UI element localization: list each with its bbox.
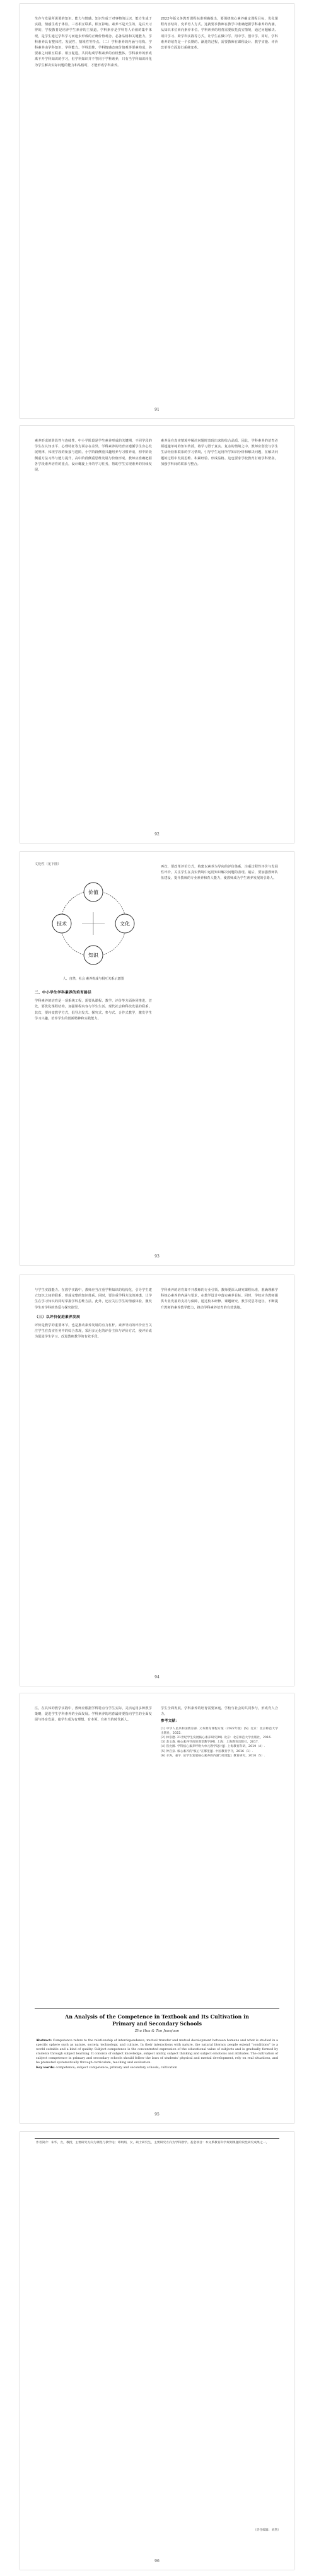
editor-credit: （责任编辑：刘然）: [253, 2529, 281, 2532]
page4-left-text-2: 评价是教学的重要环节，也是推动素养发展的有力杠杆。素养导向的评价应当关注学生在真实任务中的综合表现，采用多元化的评价主体与评价方式，使评价成为促进学生学习、改进教师教学的有效手段。: [35, 1324, 152, 1339]
reference-item: [1] 中华人民共和国教育部. 义务教育课程方案（2022年版）[S]. 北京：北京师范大学出版社，2022.: [161, 1727, 278, 1735]
reference-item: [6] 辛涛，姜宇. 论学生发展核心素养的内涵与框架[J]. 教育研究，2016（5）.: [161, 1754, 265, 1758]
page2-left-column: 素养形成的阶段性与连续性。中小学阶段是学生素养形成的关键期，不同学段的学生在认知水平、心理特征等方面存在差异，学科素养的培育应遵循学生身心发展规律，体现学段的衔接与进阶。小学阶段侧重兴趣培养与习惯养成，初中阶段侧重方法习得与能力提升，高中阶段侧重思维发展与价值形成。教师应准确把握各学段素养培育的重点，设计螺旋上升的学习任务，帮助学生实现素养的持续发展。: [35, 439, 152, 472]
document-page-6: [20, 2132, 294, 2570]
document-page-3: [20, 852, 294, 1265]
reference-item: [4] 崔允漷. 学科核心素养呼唤大单元教学设计[J]. 上海教育科研，2019（4）.: [161, 1745, 265, 1749]
author-note: 作者简介：朱华，女，教授，主要研究方向为课程与教学论；谭娟娟，女，硕士研究生，主要研究方向为学科教学。基金项目：本文系教育科学规划课题阶段性研究成果之一。: [36, 2141, 269, 2144]
node-label-knowledge: 知识: [88, 953, 98, 958]
page3-right-column: 再次，要改革评价方式，构建以素养为导向的评价体系，注重过程性评价与发展性评价，关注学生在真实情境中运用知识解决问题的表现。最后，要加强教师队伍建设，提升教师的专业素养和育人能力，使教师成为学生素养发展的引路人。: [161, 865, 278, 881]
reference-item: [3] 余文森. 核心素养导向的课堂教学[M]. 上海：上海教育出版社，2017.: [161, 1741, 259, 1744]
page1-left-column: 生存与发展所需要的知识、能力与情感。知识生成于对事物的认识，能力生成于实践，情感生成于体验，三者相互联系，相互影响。素养不是天生的，是后天习得的，学校教育是培养学生素养的主渠道。学科素养是学科育人价值的集中体现，是学生通过学科学习而逐步形成的正确价值观念、必备品格和关键能力。学科素养具有整体性、发展性、情境性等特点。（二）学科素养的内涵与结构。学科素养由学科知识、学科能力、学科思维、学科情感态度价值观等要素构成，各要素之间相互联系、相互促进，共同构成学科素养的有机整体。学科素养的形成离不开学科知识的学习，但学科知识并不等同于学科素养，只有当学科知识转化为学生解决实际问题的能力和品格时，才能形成学科素养。: [35, 17, 152, 67]
figure-caption: 人、自然、社会 素养构成与相互关系示意图: [62, 977, 124, 981]
reference-item: [5] 钟启泉. 核心素养的"核心"在哪里[J]. 中国教育学刊，2016（1）.: [161, 1749, 253, 1753]
page3-left-column: [35, 987, 152, 1022]
document-page-1: [20, 4, 294, 418]
page4-left-column: [35, 1288, 152, 1341]
english-authors: Zhu Hua & Tan Juanjuan: [134, 2029, 180, 2033]
page-number: 91: [154, 408, 160, 412]
keywords-label: Key words:: [36, 2065, 55, 2069]
page5-right-column: [161, 1706, 278, 1758]
section-heading: 二、中小学生学科素养的培育路径: [35, 991, 91, 995]
document-page-5: [20, 1693, 294, 2123]
section-heading: （三）以评价促进素养发展: [35, 1315, 80, 1319]
page4-left-text: 与学生实践能力。在教学实践中，教师应当注重学科知识的结构化，引导学生建立知识之间的联系，形成完整的知识体系。同时，要注重学科方法的渗透，让学生在学习知识的同时掌握学科思维方法。此外，还应关注学生的情感体验，激发学生对学科的热爱与探究欲望。: [35, 1288, 152, 1310]
page1-right-column: 2022年版义务教育课程标准明确提出，要围绕核心素养确定课程目标，优化课程内容结构，变革育人方式。这就要求教师在教学中准确把握学科素养的内涵，从知识本位转向素养本位。学科素养的培育需要依托真实情境，通过问题解决、项目学习、跨学科实践等方式，让学生在做中学、用中学、创中学。同时，学科素养的培育是一个长期的、渐进的过程，需要教师在课程设计、教学实施、评价改革等方面进行系统变革。: [161, 17, 278, 50]
keywords-text: competence; subject competence; primary and secondary schools; cultivation: [55, 2065, 178, 2069]
english-title: An Analysis of the Competence in Textbook and Its Cultivation in Primary and Secondary Schools: [65, 2013, 249, 2027]
page4-right-column: 学科素养的培育离不开教师的专业引领。教师要深入研究课程标准，准确理解学科核心素养的内涵与要求，在教学设计中落实素养目标。同时，学校应为教师提供专业发展的支持与保障，通过校本研修、课题研究、教学反思等途径，不断提升教师的素养教学能力，推动学科素养培育的有效落地。: [161, 1288, 278, 1310]
references-title: 参考文献：: [161, 1719, 179, 1724]
node-label-tech: 技术: [57, 921, 67, 927]
section-divider: [35, 2008, 279, 2009]
page5-right-text: 学生全面发展。学科素养的培育需要家庭、学校与社会的共同参与，形成育人合力。: [161, 1707, 278, 1717]
page2-right-column: 素养是在真实情境中解决问题时表现出来的综合品质。因此，学科素养的培育必须超越单纯的知识传授，将学习置于真实、复杂的情境之中。教师应创设与学生生活经验相联系的学习情境，引导学生运用所学知识分析和解决问题，在解决问题的过程中发展思维、积累经验、形成品格。这也要求学校教育打破学科壁垒，加强学科间的联系与整合。: [161, 439, 278, 466]
document-page-4: [20, 1275, 294, 1686]
page-number: 96: [154, 2559, 160, 2563]
abstract-label: Abstract:: [36, 2039, 52, 2042]
note-divider: [35, 2138, 279, 2139]
page-number: 94: [154, 1675, 160, 1680]
page-number: 92: [154, 832, 160, 837]
page-number: 93: [154, 1254, 160, 1259]
page5-left-column: 注，在具体的教学实践中，教师应根据学科特点与学生实际，灵活运用多种教学策略，促进学生学科素养的全面发展。学科素养的培育最终要指向学生的全面发展与终身发展，使学生成为有理想、有本领、有担当的时代新人。: [35, 1707, 152, 1722]
node-label-value: 价值: [88, 890, 98, 895]
node-label-culture: 文化: [120, 921, 130, 927]
competence-diagram: [35, 873, 152, 974]
english-abstract: [36, 2039, 278, 2070]
page3-left-text: 学科素养的培育是一项系统工程，需要从课程、教学、评价等方面协同推进。首先，要优化课程结构，加强课程内容与学生生活、现代社会和科技发展的联系。其次，要转变教学方式，倡导启发式、探究式、参与式、合作式教学，激发学生学习兴趣，培养学生的创新精神和实践能力。: [35, 999, 152, 1021]
diagram-cross: [82, 912, 105, 935]
page-number: 95: [154, 2112, 160, 2117]
reference-item: [2] 林崇德. 21世纪学生发展核心素养研究[M]. 北京：北京师范大学出版社，2016.: [161, 1736, 272, 1740]
document-page-2: [20, 426, 294, 843]
figure-label: 文化性（见下图）: [35, 862, 61, 866]
abstract-text: Competence refers to the relationship of interdependence, mutual transfer and mutual development between humans and what is studied in a specific sphere such as nature, society, technology, and culture. In their interactions with nature, the natural literacy people extend "conditions" to a world suitable and a kind of quality. Subject competence is the concentrated expression of the educational value of subjects and is gradually formed by students through subject learning. It consists of subject knowledge, subject ability, subject thinking and subject emotions and attitudes. The cultivation of subject competence in primary and secondary schools should follow the laws of students' physical and mental development, rely on real situations, and be promoted systematically through curriculum, teaching and evaluation.: [36, 2039, 279, 2065]
